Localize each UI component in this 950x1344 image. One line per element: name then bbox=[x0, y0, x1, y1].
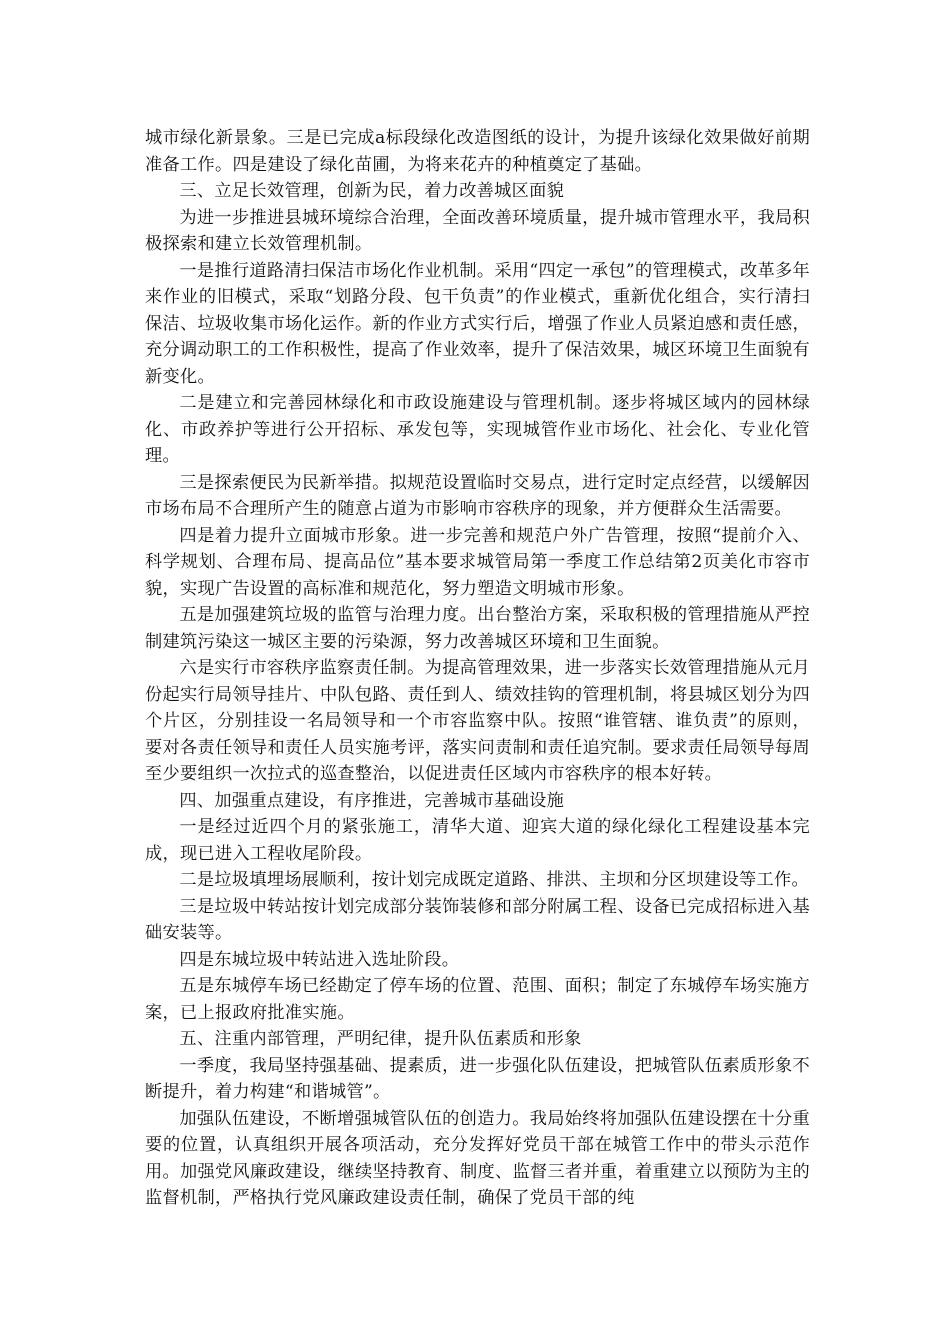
document-body bbox=[145, 125, 810, 1212]
section-heading-3: 三、立足长效管理，创新为民，着力改善城区面貌 bbox=[179, 181, 565, 201]
section-heading-5: 五、注重内部管理，严明纪律，提升队伍素质和形象 bbox=[179, 1029, 582, 1049]
paragraph-5: 二是建立和完善园林绿化和市政设施建设与管理机制。逐步将城区域内的园林绿化、市政养护等进行公开招标、承发包等，实现城管作业市场化、社会化、专业化管理。 bbox=[145, 393, 810, 466]
paragraph-18: 加强队伍建设，不断增强城管队伍的创造力。我局始终将加强队伍建设摆在十分重要的位置，认真组织开展各项活动，充分发挥好党员干部在城管工作中的带头示范作用。加强党风廉政建设，继续坚持教育、制度、监督三者并重，着重建立以预防为主的监督机制，严格执行党风廉政建设责任制，确保了党员干部的纯 bbox=[145, 1108, 810, 1208]
paragraph-1: 城市绿化新景象。三是已完成a标段绿化改造图纸的设计，为提升该绿化效果做好前期准备工作。四是建设了绿化苗圃，为将来花卉的种植奠定了基础。 bbox=[145, 128, 810, 175]
paragraph-4: 一是推行道路清扫保洁市场化作业机制。采用“四定一承包”的管理模式，改革多年来作业的旧模式，采取“划路分段、包干负责”的作业模式，重新优化组合，实行清扫保洁、垃圾收集市场化运作。新的作业方式实行后，增强了作业人员紧迫感和责任感，充分调动职工的工作积极性，提高了作业效率，提升了保洁效果，城区环境卫生面貌有新变化。 bbox=[145, 260, 810, 387]
paragraph-6: 三是探索便民为民新举措。拟规范设置临时交易点，进行定时定点经营，以缓解因市场布局不合理所产生的随意占道为市影响市容秩序的现象，并方便群众生活需要。 bbox=[145, 472, 810, 519]
paragraph-7: 四是着力提升立面城市形象。进一步完善和规范户外广告管理，按照“提前介入、科学规划、合理布局、提高品位”基本要求城管局第一季度工作总结第2页美化市容市貌，实现广告设置的高标准和规范化，努力塑造文明城市形象。 bbox=[145, 525, 810, 599]
paragraph-14: 四是东城垃圾中转站进入选址阶段。 bbox=[179, 949, 460, 970]
paragraph-15: 五是东城停车场已经勘定了停车场的位置、范围、面积；制定了东城停车场实施方案，已上报政府批准实施。 bbox=[145, 976, 810, 1023]
paragraph-13: 三是垃圾中转站按计划完成部分装饰装修和部分附属工程、设备已完成招标进入基础安装等。 bbox=[145, 896, 810, 943]
paragraph-17: 一季度，我局坚持强基础、提素质，进一步强化队伍建设，把城管队伍素质形象不断提升，着力构建“和谐城管”。 bbox=[145, 1055, 810, 1102]
paragraph-12: 二是垃圾填埋场展顺利，按计划完成既定道路、排洪、主坝和分区坝建设等工作。 bbox=[179, 870, 809, 890]
paragraph-11: 一是经过近四个月的紧张施工，清华大道、迎宾大道的绿化绿化工程建设基本完成，现已进入工程收尾阶段。 bbox=[145, 817, 810, 864]
paragraph-9: 六是实行市容秩序监察责任制。为提高管理效果，进一步落实长效管理措施从元月份起实行局领导挂片、中队包路、责任到人、绩效挂钩的管理机制，将县城区划分为四个片区，分别挂设一名局领导和一个市容监察中队。按照“谁管辖、谁负责”的原则，要对各责任领导和责任人员实施考评，落实问责制和责任追究制。要求责任局领导每周至少要组织一次拉式的巡查整治，以促进责任区域内市容秩序的根本好转。 bbox=[145, 658, 810, 784]
paragraph-8: 五是加强建筑垃圾的监管与治理力度。出台整治方案，采取积极的管理措施从严控制建筑污染这一城区主要的污染源，努力改善城区环境和卫生面貌。 bbox=[145, 605, 810, 652]
paragraph-3: 为进一步推进县城环境综合治理，全面改善环境质量，提升城市管理水平，我局积极探索和建立长效管理机制。 bbox=[145, 207, 810, 254]
section-heading-4: 四、加强重点建设，有序推进，完善城市基础设施 bbox=[179, 790, 565, 811]
